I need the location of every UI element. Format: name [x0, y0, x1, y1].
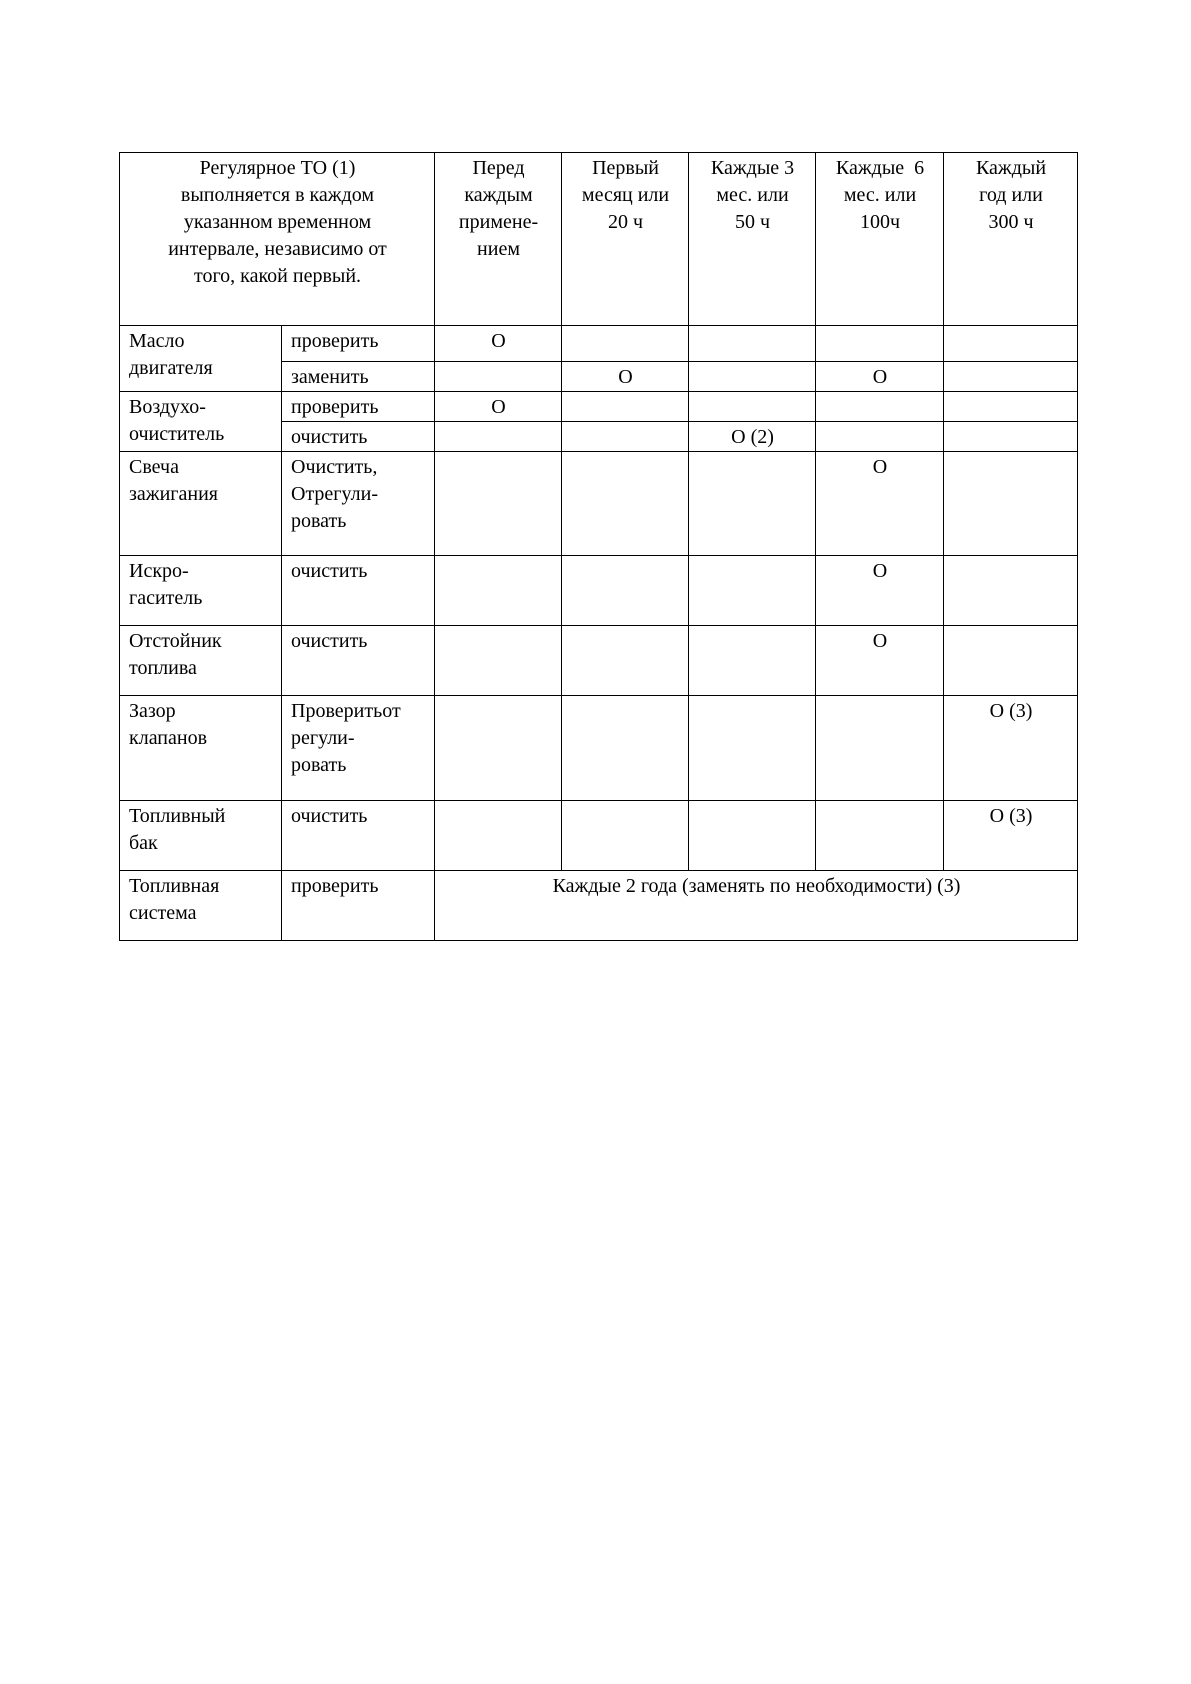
table-row: [120, 556, 1078, 626]
empty-cell: [562, 392, 689, 422]
empty-cell: [816, 801, 944, 871]
empty-cell: [435, 556, 562, 626]
empty-cell: [435, 452, 562, 556]
item-spark-plug: Свеча зажигания: [120, 452, 282, 556]
empty-cell: [435, 422, 562, 452]
empty-cell: [562, 422, 689, 452]
header-every-6-months: Каждые 6 мес. или 100ч: [816, 153, 944, 326]
empty-cell: [562, 696, 689, 801]
mark-cell: O (3): [944, 801, 1078, 871]
table-row: [120, 871, 1078, 941]
table-row: [120, 626, 1078, 696]
mark-cell: O: [562, 362, 689, 392]
maintenance-schedule-table: [119, 152, 1078, 941]
header-first-month: Первый месяц или 20 ч: [562, 153, 689, 326]
action-cell: очистить: [282, 626, 435, 696]
empty-cell: [562, 452, 689, 556]
item-fuel-system: Топливная система: [120, 871, 282, 941]
action-cell: проверить: [282, 871, 435, 941]
empty-cell: [689, 696, 816, 801]
mark-cell: O: [816, 556, 944, 626]
item-fuel-tank: Топливный бак: [120, 801, 282, 871]
empty-cell: [944, 556, 1078, 626]
mark-cell: O (3): [944, 696, 1078, 801]
empty-cell: [562, 801, 689, 871]
empty-cell: [562, 626, 689, 696]
header-every-year: Каждый год или 300 ч: [944, 153, 1078, 326]
item-air-cleaner: Воздухо- очиститель: [120, 392, 282, 452]
empty-cell: [689, 801, 816, 871]
mark-cell: O: [435, 392, 562, 422]
empty-cell: [816, 422, 944, 452]
mark-cell: O: [816, 362, 944, 392]
mark-cell: O: [816, 452, 944, 556]
empty-cell: [689, 452, 816, 556]
table-row: [120, 696, 1078, 801]
action-cell: очистить: [282, 422, 435, 452]
action-cell: очистить: [282, 556, 435, 626]
empty-cell: [689, 392, 816, 422]
empty-cell: [689, 362, 816, 392]
empty-cell: [944, 452, 1078, 556]
item-valve-clearance: Зазор клапанов: [120, 696, 282, 801]
empty-cell: [562, 556, 689, 626]
fuel-system-note: Каждые 2 года (заменять по необходимости) (3): [435, 871, 1078, 941]
item-spark-arrester: Искро- гаситель: [120, 556, 282, 626]
action-cell: Проверитьот регули- ровать: [282, 696, 435, 801]
table-row: [120, 326, 1078, 362]
empty-cell: [944, 422, 1078, 452]
header-intro-cell: Регулярное ТО (1) выполняется в каждом указанном временном интервале, независимо от того, какой первый.: [120, 153, 435, 326]
action-cell: проверить: [282, 392, 435, 422]
action-cell: заменить: [282, 362, 435, 392]
item-sediment-cup: Отстойник топлива: [120, 626, 282, 696]
empty-cell: [944, 326, 1078, 362]
mark-cell: O: [435, 326, 562, 362]
empty-cell: [816, 326, 944, 362]
empty-cell: [689, 326, 816, 362]
header-row: [120, 153, 1078, 326]
table-row: [120, 392, 1078, 422]
empty-cell: [816, 392, 944, 422]
action-cell: очистить: [282, 801, 435, 871]
empty-cell: [944, 362, 1078, 392]
item-engine-oil: Масло двигателя: [120, 326, 282, 392]
mark-cell: O (2): [689, 422, 816, 452]
empty-cell: [944, 626, 1078, 696]
empty-cell: [562, 326, 689, 362]
empty-cell: [689, 556, 816, 626]
action-cell: проверить: [282, 326, 435, 362]
empty-cell: [816, 696, 944, 801]
empty-cell: [435, 801, 562, 871]
empty-cell: [944, 392, 1078, 422]
table-row: [120, 801, 1078, 871]
empty-cell: [435, 626, 562, 696]
action-cell: Очистить, Отрегули- ровать: [282, 452, 435, 556]
header-before-use: Перед каждым примене- нием: [435, 153, 562, 326]
empty-cell: [435, 362, 562, 392]
table-row: [120, 452, 1078, 556]
empty-cell: [689, 626, 816, 696]
empty-cell: [435, 696, 562, 801]
header-every-3-months: Каждые 3 мес. или 50 ч: [689, 153, 816, 326]
mark-cell: O: [816, 626, 944, 696]
